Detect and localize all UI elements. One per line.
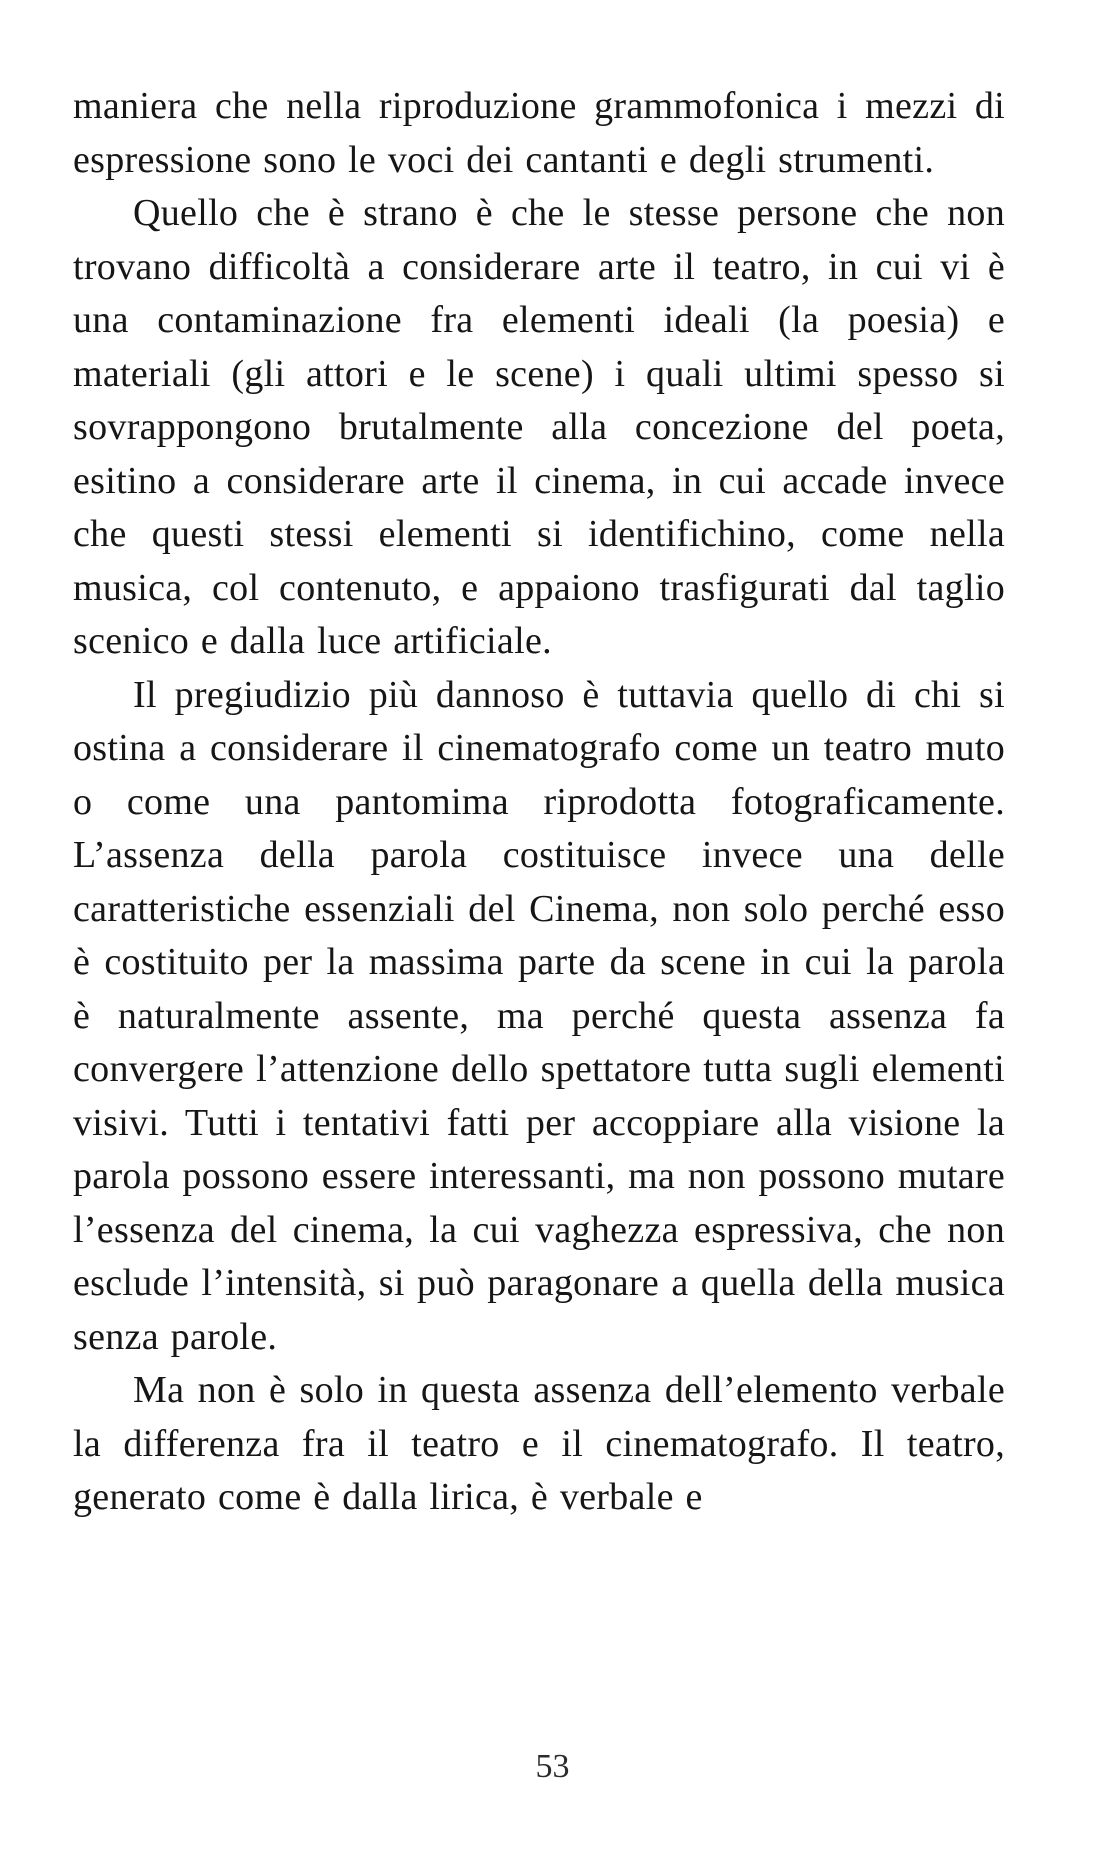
page-number: 53 — [535, 1748, 570, 1785]
paragraph-prejudice: Il pregiudizio più dannoso è tuttavia quello di chi si ostina a considerare il cinematografo come un teatro muto o come una pantomima riprodotta fotograficamente. L’assenza della parola costituisce invece una delle caratteristiche essenziali del Cinema, non solo perché esso è costituito per la massima parte da scene in cui la parola è naturalmente assente, ma perché questa assenza fa convergere l’attenzione dello spettatore tutta sugli elementi visivi. Tutti i tentativi fatti per accoppiare alla visione la parola possono essere interessanti, ma non possono mutare l’essenza del cinema, la cui vaghezza espressiva, che non esclude l’intensità, si può paragonare a quella della musica senza parole. — [73, 673, 1005, 1358]
paragraph-continuation: maniera che nella riproduzione grammofonica i mezzi di espressione sono le voci dei cantanti e degli strumenti. — [73, 85, 1005, 181]
paragraph-verbal-element: Ma non è solo in questa assenza dell’elemento verbale la differenza fra il teatro e il cinematografo. Il teatro, generato come è dalla lirica, è verbale e — [73, 1369, 1005, 1518]
body-text — [73, 80, 1005, 1525]
paragraph-theatre-comparison: Quello che è strano è che le stesse persone che non trovano difficoltà a considerare arte il teatro, in cui vi è una contaminazione fra elementi ideali (la poesia) e materiali (gli attori e le scene) i quali ultimi spesso si sovrappongono brutalmente alla concezione del poeta, esitino a considerare arte il cinema, in cui accade invece che questi stessi elementi si identifichino, come nella musica, col contenuto, e appaiono trasfigurati dal taglio scenico e dalla luce artificiale. — [73, 192, 1005, 662]
